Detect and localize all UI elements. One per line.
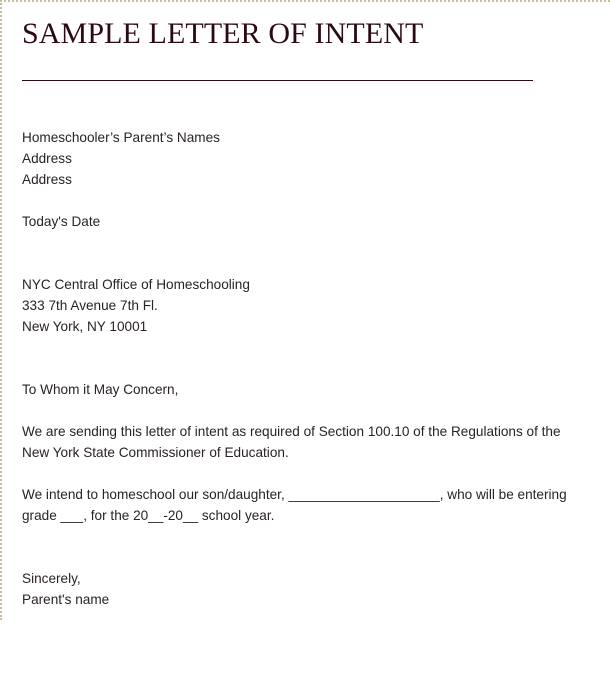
paragraph-intent-statement	[22, 421, 602, 463]
title-underline-rule	[22, 80, 533, 81]
page-frame-left-border	[0, 0, 2, 620]
blank-line	[22, 463, 602, 484]
salutation: To Whom it May Concern,	[22, 382, 179, 397]
paragraph-2-line-1: We intend to homeschool our son/daughter, ____________________, who will be entering	[22, 487, 567, 502]
blank-line	[22, 232, 602, 253]
recipient-city-state-zip: New York, NY 10001	[22, 319, 148, 334]
sender-address-line-1: Address	[22, 151, 72, 166]
blank-line	[22, 526, 602, 547]
blank-line	[22, 190, 602, 211]
recipient-office: NYC Central Office of Homeschooling	[22, 277, 250, 292]
blank-line	[22, 358, 602, 379]
document-title: SAMPLE LETTER OF INTENT	[22, 17, 424, 50]
blank-line	[22, 400, 602, 421]
paragraph-student-details	[22, 484, 602, 526]
letter-date: Today's Date	[22, 214, 101, 229]
closing: Sincerely,	[22, 571, 81, 586]
blank-line	[22, 337, 602, 358]
paragraph-1-line-2: New York State Commissioner of Education.	[22, 445, 289, 460]
sender-names: Homeschooler’s Parent’s Names	[22, 130, 220, 145]
letter-body	[22, 127, 602, 610]
blank-line	[22, 547, 602, 568]
recipient-block	[22, 274, 602, 337]
page-frame-top-border	[0, 0, 610, 2]
signature-name: Parent's name	[22, 592, 110, 607]
sender-address-line-2: Address	[22, 172, 72, 187]
blank-line	[22, 253, 602, 274]
recipient-street: 333 7th Avenue 7th Fl.	[22, 298, 158, 313]
sender-block	[22, 127, 602, 190]
paragraph-1-line-1: We are sending this letter of intent as required of Section 100.10 of the Regulations of the	[22, 424, 561, 439]
paragraph-2-line-2: grade ___, for the 20__-20__ school year.	[22, 508, 275, 523]
